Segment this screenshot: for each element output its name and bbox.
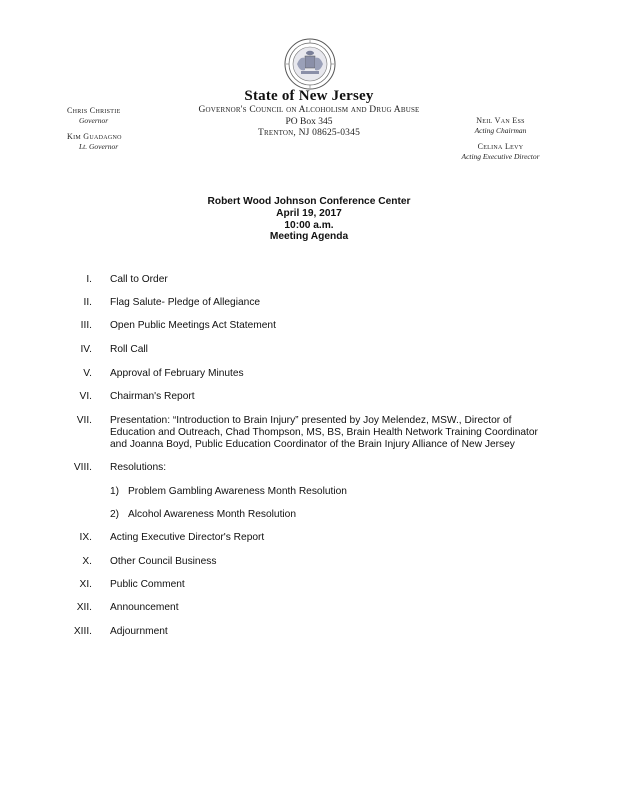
agenda-item-number: XI. xyxy=(79,579,92,590)
agenda-item-number: IX. xyxy=(79,532,92,543)
agenda-item-number: XII. xyxy=(76,602,92,613)
agency-po-box: PO Box 345 xyxy=(285,116,333,127)
agenda-item-number: X. xyxy=(82,556,92,567)
agenda-item-text: Resolutions: xyxy=(110,462,167,473)
meeting-date: April 19, 2017 xyxy=(276,207,342,219)
agenda-item-number: II. xyxy=(83,297,92,308)
agency-city: Trenton, NJ 08625-0345 xyxy=(257,128,361,138)
agenda-item-text: Announcement xyxy=(110,602,179,613)
agency-name: Governor's Council on Alcoholism and Drug Abuse xyxy=(198,105,420,115)
official-name: Kim Guadagno xyxy=(67,132,122,141)
official-title: Governor xyxy=(79,116,109,125)
agenda-subitem-content xyxy=(110,486,347,497)
official-lt-governor xyxy=(67,132,177,151)
agenda-item-number: XIII. xyxy=(73,626,92,637)
right-officials xyxy=(438,116,563,168)
agenda-subitem-content xyxy=(110,509,296,520)
official-executive-director xyxy=(438,142,563,161)
meeting-venue: Robert Wood Johnson Conference Center xyxy=(207,196,411,207)
agenda-item-number: IV. xyxy=(80,344,92,355)
agenda-item-number: V. xyxy=(83,368,92,379)
agenda-item-number: III. xyxy=(80,320,92,331)
agenda-item-number: VIII. xyxy=(73,462,92,473)
meeting-heading xyxy=(0,196,618,243)
official-name: Celina Levy xyxy=(477,142,524,151)
meeting-title: Meeting Agenda xyxy=(269,231,349,243)
official-title: Acting Executive Director xyxy=(461,152,540,161)
agenda-item-text: Public Comment xyxy=(110,579,185,590)
agenda-item-number: VII. xyxy=(76,415,92,426)
meeting-time: 10:00 a.m. xyxy=(284,219,334,231)
official-chairman xyxy=(438,116,563,135)
agenda-item-text: Adjournment xyxy=(110,626,168,637)
agenda-item-text: Presentation: “Introduction to Brain Injury” presented by Joy Melendez, MSW., Director of Education and Outreach, Chad Thompson, MS, BS, Brain Health Network Training Coordinator and Joanna Boyd, Public Education Coordinator of the Brain Injury Alliance of New Jersey xyxy=(110,415,538,451)
agenda-item-text: Roll Call xyxy=(110,344,148,355)
agenda-subitem-number: 1) xyxy=(110,486,120,497)
agenda-item-text: Approval of February Minutes xyxy=(110,368,244,379)
left-officials xyxy=(67,106,177,158)
official-name: Chris Christie xyxy=(67,106,121,115)
agenda-item-number: VI. xyxy=(79,391,92,402)
official-title: Lt. Governor xyxy=(79,142,119,151)
agenda-subitem-text: Problem Gambling Awareness Month Resolution xyxy=(128,486,347,497)
agenda-item-text: Call to Order xyxy=(110,274,168,285)
state-title: State of New Jersey xyxy=(244,88,374,104)
agenda-item-text: Other Council Business xyxy=(110,556,217,567)
agenda-item-text: Chairman's Report xyxy=(110,391,195,402)
official-name: Neil Van Ess xyxy=(476,116,525,125)
agenda-item-text: Acting Executive Director's Report xyxy=(110,532,265,543)
agenda-subitem-number: 2) xyxy=(110,509,120,520)
official-governor xyxy=(67,106,177,125)
state-seal-icon xyxy=(284,38,336,90)
agenda-item-number: I. xyxy=(86,274,92,285)
agenda-item-text: Flag Salute- Pledge of Allegiance xyxy=(110,297,261,308)
agenda-subitem-text: Alcohol Awareness Month Resolution xyxy=(128,509,297,520)
agenda-item-text: Open Public Meetings Act Statement xyxy=(110,320,276,331)
official-title: Acting Chairman xyxy=(474,126,527,135)
